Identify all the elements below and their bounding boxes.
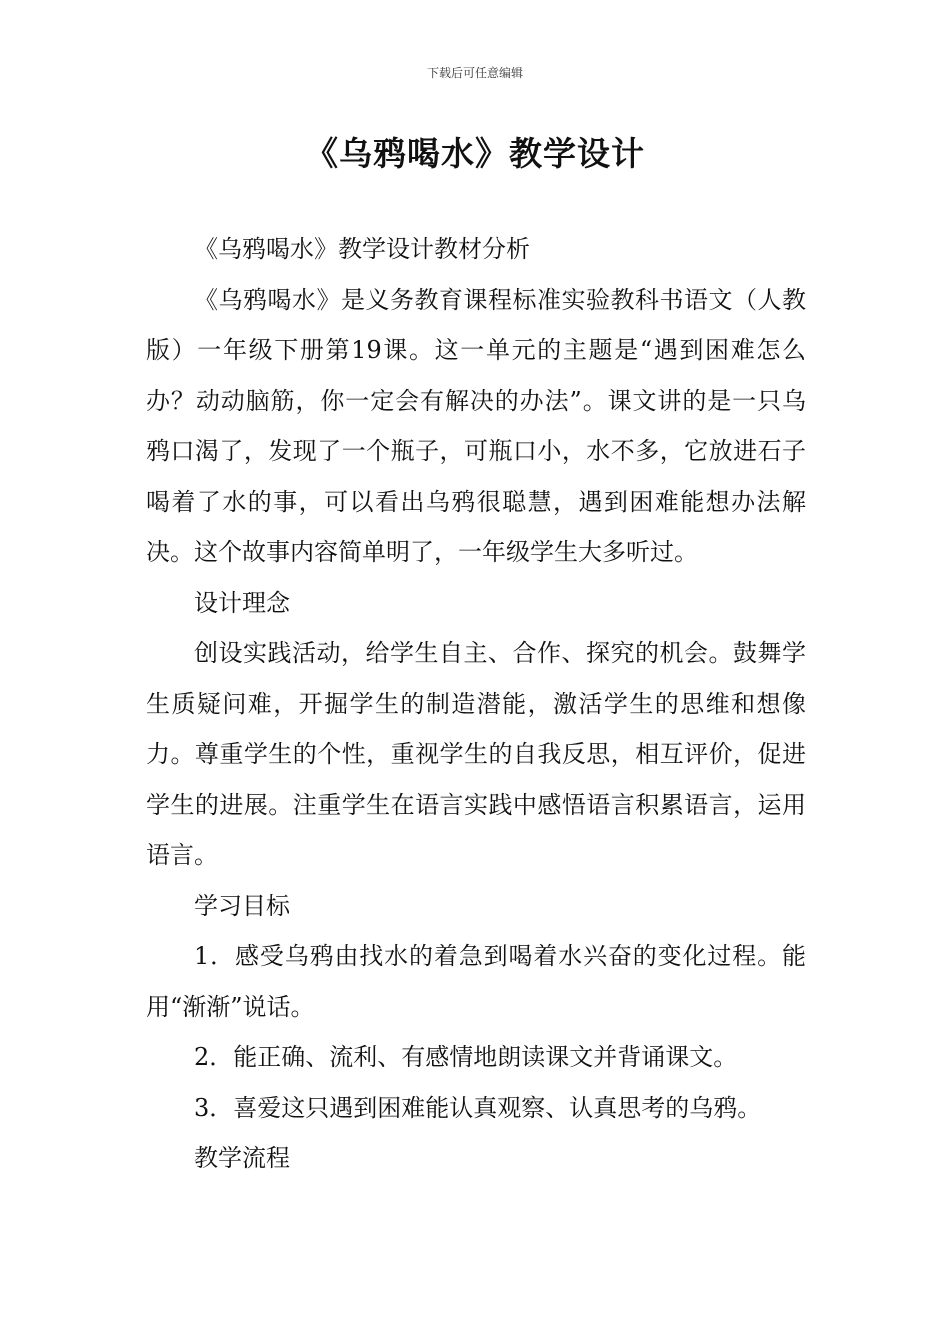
- paragraph-design-concept: 创设实践活动，给学生自主、合作、探究的机会。鼓舞学生质疑问难，开掘学生的制造潜能，激活学生的思维和想像力。尊重学生的个性，重视学生的自我反思，相互评价，促进学生的进展。注重学生在语言实践中感悟语言积累语言，运用语言。: [146, 639, 806, 869]
- paragraph-goal-2: 2．能正确、流利、有感情地朗读课文并背诵课文。: [194, 1043, 738, 1071]
- paragraph-design-concept-heading: 设计理念: [194, 588, 290, 617]
- paragraph-teaching-process-heading: 教学流程: [194, 1144, 290, 1172]
- document-body: [146, 224, 806, 1184]
- header-note: 下载后可任意编辑: [426, 66, 523, 80]
- paragraph-goal-3: 3．喜爱这只遇到困难能认真观察、认真思考的乌鸦。: [194, 1093, 762, 1122]
- paragraph-goal-1: 1．感受乌鸦由找水的着急到喝着水兴奋的变化过程。能用“渐渐”说话。: [146, 942, 806, 1021]
- paragraph-learning-goals-heading: 学习目标: [194, 891, 290, 920]
- paragraph-material-analysis: 《乌鸦喝水》是义务教育课程标准实验教科书语文（人教版）一年级下册第19课。这一单元的主题是“遇到困难怎么办？动动脑筋，你一定会有解决的办法”。课文讲的是一只乌鸦口渴了，发现了一个瓶子，可瓶口小，水不多，它放进石子喝着了水的事，可以看出乌鸦很聪慧，遇到困难能想办法解决。这个故事内容简单明了，一年级学生大多听过。: [146, 285, 806, 566]
- paragraph-material-analysis-heading: 《乌鸦喝水》教学设计教材分析: [194, 235, 530, 263]
- document-title: 《乌鸦喝水》教学设计: [305, 134, 645, 173]
